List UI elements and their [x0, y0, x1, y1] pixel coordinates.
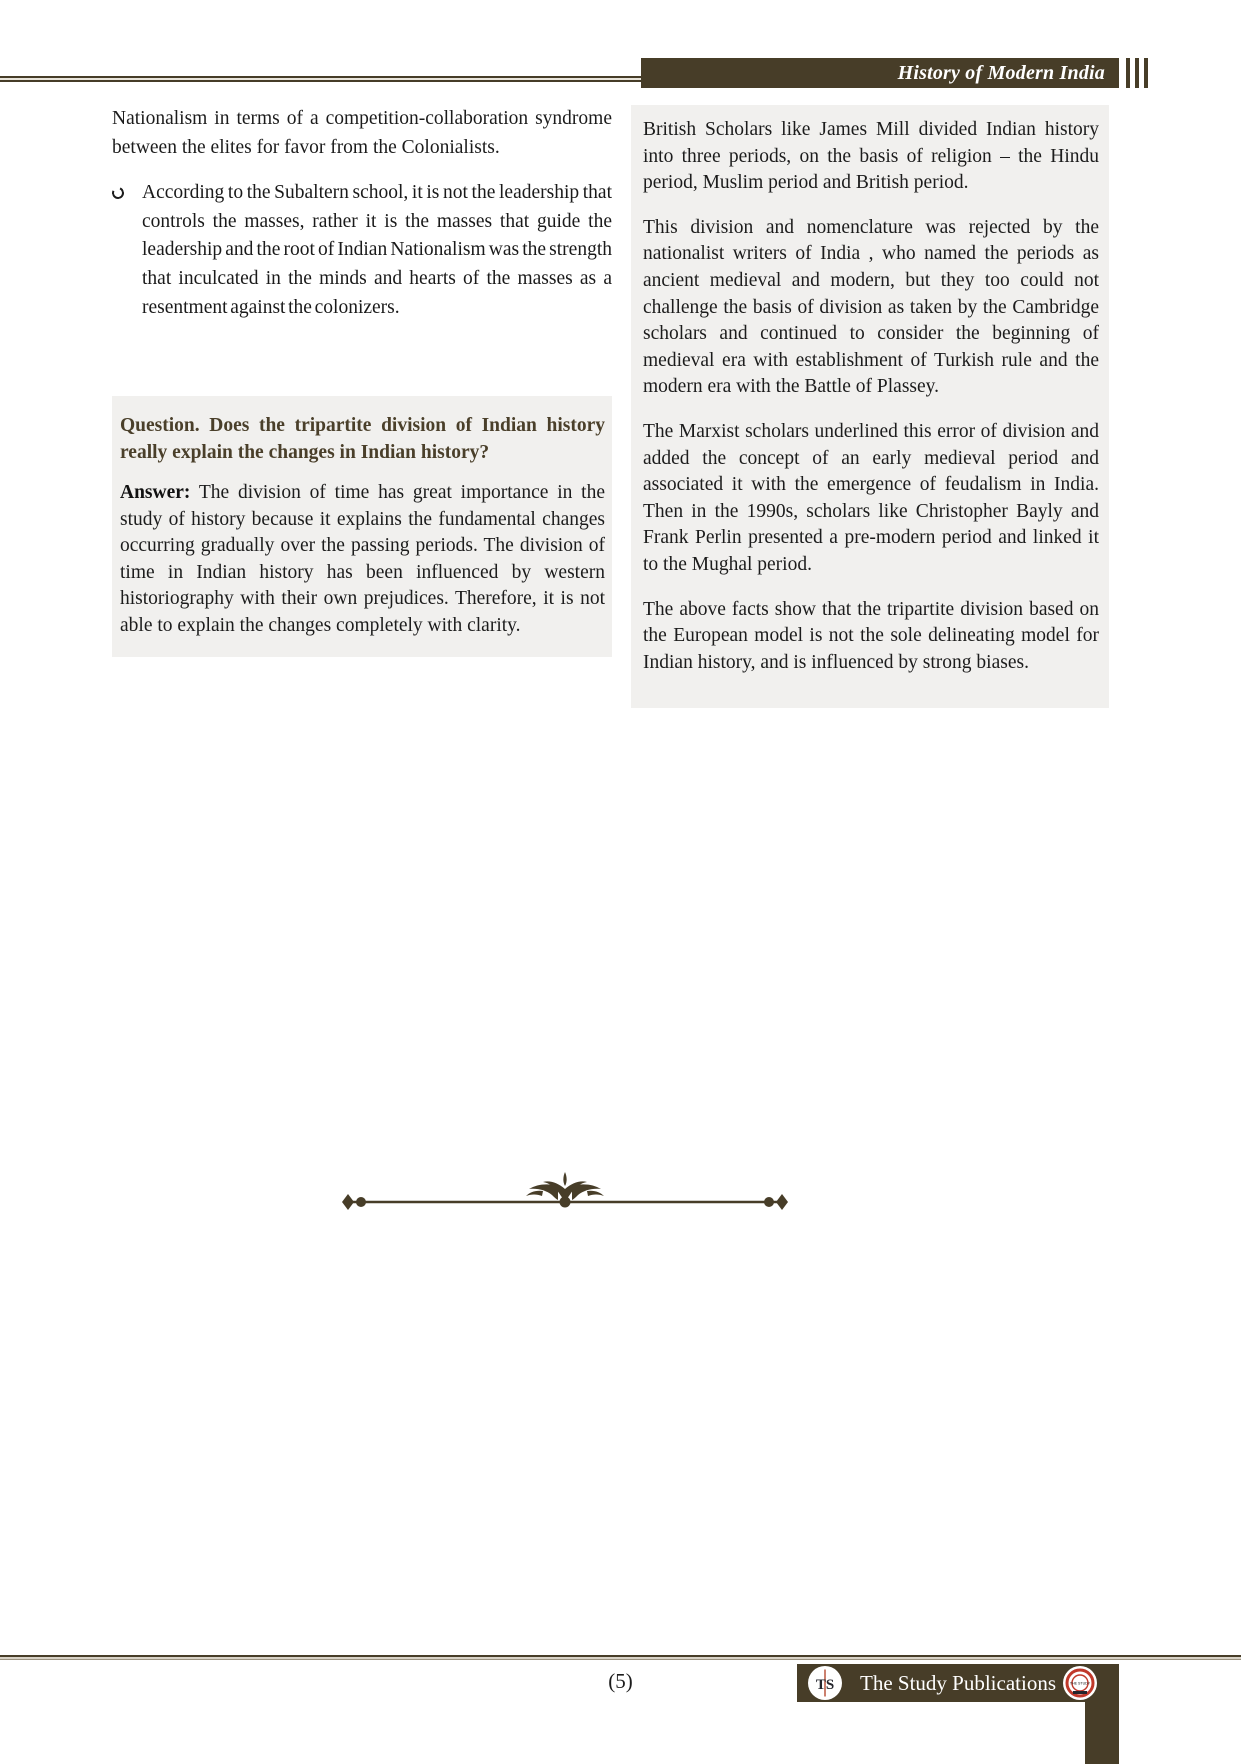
page-header	[0, 0, 1241, 96]
header-tick-2	[1135, 58, 1139, 88]
publisher-seal-icon	[1063, 1666, 1097, 1700]
list-item	[112, 179, 612, 322]
header-tick-marks	[1126, 58, 1166, 88]
page-body	[0, 105, 1241, 708]
divider-flourish-icon	[330, 1155, 800, 1225]
right-column	[631, 105, 1131, 708]
header-title-bar	[641, 58, 1119, 88]
header-tick-3	[1144, 58, 1148, 88]
publisher-logo-icon	[808, 1666, 842, 1700]
footer-rule	[0, 1655, 1241, 1660]
page-title: History of Modern India	[897, 61, 1105, 84]
right-paragraph-4: The above facts show that the tripartite division based on the European model is not the sole delineating model for Indian history, and is influenced by strong biases.	[643, 598, 1099, 673]
svg-text:THE STUDY: THE STUDY	[1069, 1681, 1091, 1686]
question-answer-block	[112, 396, 612, 657]
ts-monogram-icon	[810, 1668, 840, 1698]
header-tick-1	[1126, 58, 1130, 88]
page-footer	[0, 1655, 1241, 1754]
hollow-circle-bullet-icon	[112, 179, 142, 203]
continued-paragraph: Nationalism in terms of a competition-collaboration syndrome between the elites for favor from the Colonialists.	[112, 108, 612, 158]
question-heading: Question. Does the tripartite division of Indian history really explain the changes in Indian history?	[120, 415, 605, 463]
left-column	[112, 105, 612, 708]
header-rule-left	[0, 76, 641, 82]
right-shaded-block	[631, 105, 1109, 708]
right-paragraph-3: The Marxist scholars underlined this error of division and added the concept of an early medieval period and associated it with the emergence of feudalism in India. Then in the 1990s, scholars like Christopher Bayly and Frank Perlin presented a pre-modern period and linked it to the Mughal period.	[643, 420, 1099, 575]
list-item-text: According to the Subaltern school, it is not the leadership that controls the masses, rather it is the masses that guide the leadership and the root of Indian Nationalism was the strength that inculcated in the minds and hearts of the masses as a resentment against the colonizers.	[142, 182, 612, 318]
answer-body: The division of time has great importance in the study of history because it explains the fundamental changes occurring gradually over the passing periods. The division of time in Indian history has been influenced by western historiography with their own prejudices. Therefore, it is not able to explain the changes completely with clarity.	[120, 482, 605, 636]
right-paragraph-2: This division and nomenclature was rejected by the nationalist writers of India , who named the periods as ancient medieval and modern, but they too could not challenge the basis of division as taken by the Cambridge scholars and continued to consider the beginning of medieval era with establishment of Turkish rule and the modern era with the Battle of Plassey.	[643, 216, 1099, 398]
seal-stamp-icon	[1064, 1667, 1096, 1699]
footer-corner-block	[1085, 1702, 1119, 1764]
answer-paragraph	[120, 480, 605, 639]
publisher-name: The Study Publications	[860, 1670, 1056, 1695]
answer-label: Answer:	[120, 482, 191, 504]
page-number: (5)	[608, 1669, 633, 1693]
svg-text:TS: TS	[815, 1677, 835, 1693]
section-divider-ornament	[330, 1155, 800, 1225]
right-paragraph-1: British Scholars like James Mill divided Indian history into three periods, on the basis of religion – the Hindu period, Muslim period and British period.	[643, 119, 1099, 194]
